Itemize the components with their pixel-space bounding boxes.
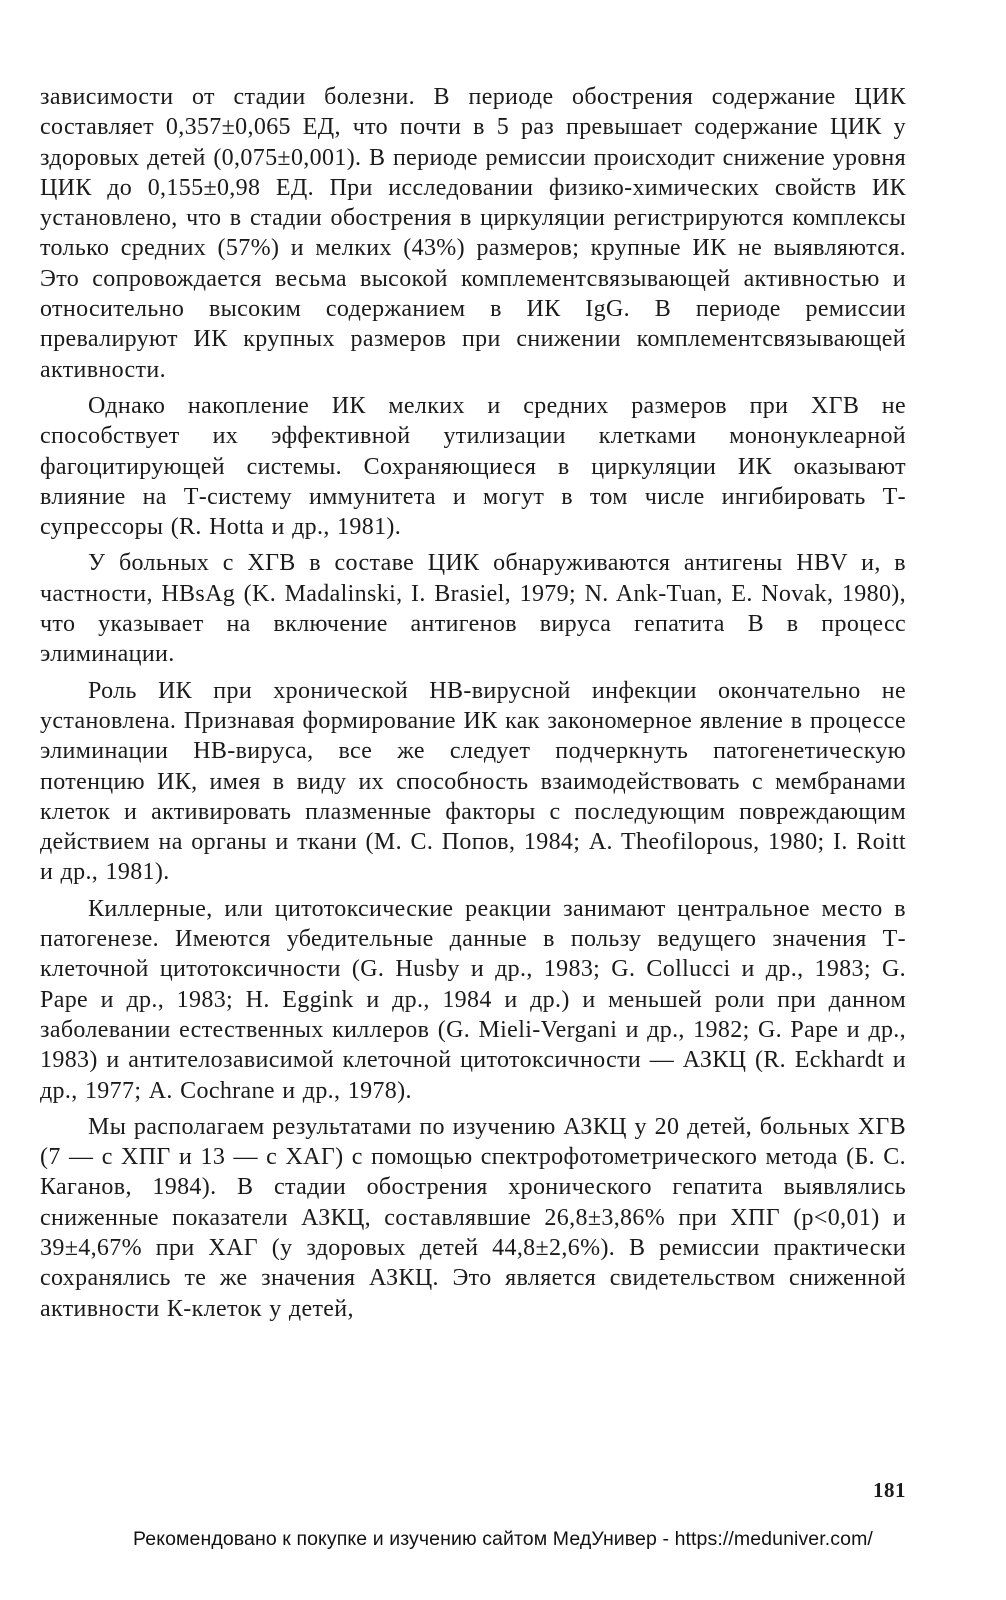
book-page-text (40, 82, 906, 1330)
paragraph-6: Мы располагаем результатами по изучению АЗКЦ у 20 детей, больных ХГВ (7 — с ХПГ и 13 — с ХАГ) с помощью спектрофотометрического метода (Б. С. Каганов, 1984). В стадии обострения хронического гепатита выявлялись сниженные показатели АЗКЦ, составлявшие 26,8±3,86% при ХПГ (p<0,01) и 39±4,67% при ХАГ (у здоровых детей 44,8±2,6%). В ремиссии практически сохранялись те же значения АЗКЦ. Это является свидетельством сниженной активности К-клеток у детей, (40, 1113, 906, 1322)
paragraph-2: Однако накопление ИК мелких и средних размеров при ХГВ не способствует их эффективной утилизации клетками мононуклеарной фагоцитирующей системы. Сохраняющиеся в циркуляции ИК оказывают влияние на Т-систему иммунитета и могут в том числе ингибировать Т-супрессоры (R. Hotta и др., 1981). (40, 392, 906, 541)
page-number: 181 (873, 1478, 906, 1502)
paragraph-3: У больных с ХГВ в составе ЦИК обнаруживаются антигены HBV и, в частности, HBsAg (K. Madalinski, I. Brasiel, 1979; N. Ank-Tuan, E. Novak, 1980), что указывает на включение антигенов вируса гепатита В в процесс элиминации. (40, 550, 906, 668)
footer-recommendation[interactable]: Рекомендовано к покупке и изучению сайтом МедУнивер - https://meduniver.com/ (133, 1528, 873, 1550)
paragraph-4: Роль ИК при хронической НВ-вирусной инфекции окончательно не установлена. Признавая формирование ИК как закономерное явление в процессе элиминации НВ-вируса, все же следует подчеркнуть патогенетическую потенцию ИК, имея в виду их способность взаимодействовать с мембранами клеток и активировать плазменные факторы с последующим повреждающим действием на органы и ткани (М. С. Попов, 1984; A. Theofilopous, 1980; I. Roitt и др., 1981). (40, 677, 906, 886)
paragraph-5: Киллерные, или цитотоксические реакции занимают центральное место в патогенезе. Имеются убедительные данные в пользу ведущего значения Т-клеточной цитотоксичности (G. Husby и др., 1983; G. Collucci и др., 1983; G. Pape и др., 1983; H. Eggink и др., 1984 и др.) и меньшей роли при данном заболевании естественных киллеров (G. Mieli-Vergani и др., 1982; G. Pape и др., 1983) и антителозависимой клеточной цитотоксичности — АЗКЦ (R. Eckhardt и др., 1977; A. Cochrane и др., 1978). (40, 895, 906, 1104)
paragraph-1: зависимости от стадии болезни. В периоде обострения содержание ЦИК составляет 0,357±0,065 ЕД, что почти в 5 раз превышает содержание ЦИК у здоровых детей (0,075±0,001). В периоде ремиссии происходит снижение уровня ЦИК до 0,155±0,98 ЕД. При исследовании физико-химических свойств ИК установлено, что в стадии обострения в циркуляции регистрируются комплексы только средних (57%) и мелких (43%) размеров; крупные ИК не выявляются. Это сопровождается весьма высокой комплементсвязывающей активностью и относительно высоким содержанием в ИК IgG. В периоде ремиссии превалируют ИК крупных размеров при снижении комплементсвязывающей активности. (40, 84, 906, 383)
